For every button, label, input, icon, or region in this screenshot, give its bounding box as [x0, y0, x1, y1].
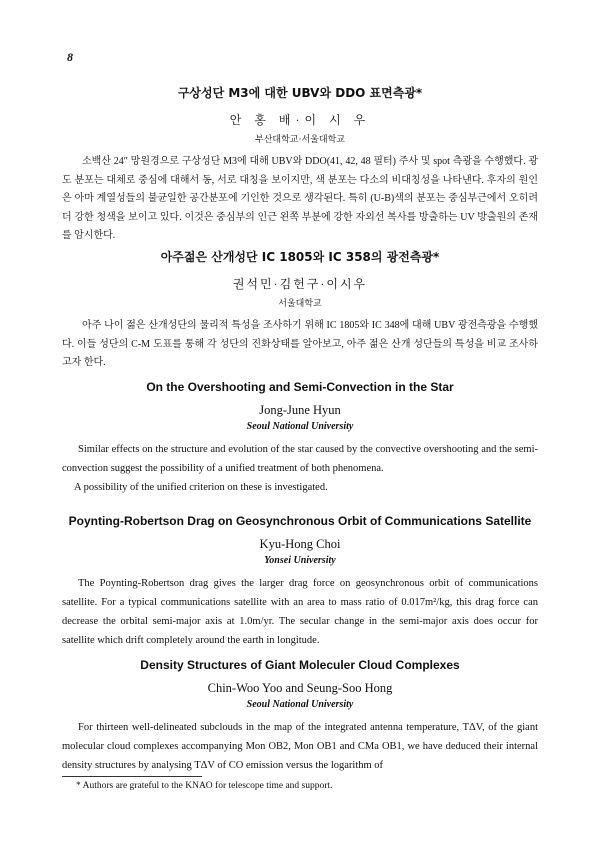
- section-abstract: [62, 718, 538, 775]
- footnote-divider: [62, 776, 202, 777]
- abstract-section-molecular-cloud: [62, 658, 538, 775]
- section-title: Density Structures of Giant Moleculer Cloud Complexes: [140, 658, 460, 672]
- abstract-section-ic1805: [62, 248, 538, 373]
- section-title: 구상성단 M3에 대한 UBV와 DDO 표면측광*: [177, 86, 423, 100]
- abstract-section-m3: [62, 84, 538, 246]
- section-abstract: 아주 나이 젊은 산개성단의 물리적 특성을 조사하기 위해 IC 1805와 IC 348에 대해 UBV 광전측광을 수행했다. 이들 성단의 C-M 도표를 통해 각 성단의 진화상태를 알아보고, 아주 젊은 산개 성단들의 특성을 비교 조사하고자 한다.: [62, 320, 538, 368]
- section-title: 아주젊은 산개성단 IC 1805와 IC 358의 광전측광*: [160, 250, 440, 264]
- page-number: 8: [67, 50, 73, 64]
- section-title: On the Overshooting and Semi-Convection in the Star: [146, 380, 454, 394]
- abstract-section-poynting: [62, 514, 538, 650]
- section-affiliation: 서울대학교: [278, 298, 322, 308]
- section-authors: 안 홍 배·이 시 우: [229, 113, 371, 127]
- section-abstract: [62, 574, 538, 650]
- section-author: Chin-Woo Yoo and Seung-Soo Hong: [207, 681, 393, 695]
- abstract-paragraph: A possibility of the unified criterion on these is investigated.: [74, 482, 328, 493]
- section-affiliation: Yonsei University: [264, 555, 336, 566]
- section-title: Poynting-Robertson Drag on Geosynchronous Orbit of Communications Satellite: [68, 514, 532, 528]
- section-affiliation: Seoul National University: [246, 699, 354, 710]
- abstract-section-overshooting: [62, 380, 538, 497]
- section-abstract: 소백산 24″ 망원경으로 구상성단 M3에 대해 UBV와 DDO(41, 42, 48 필터) 주사 및 spot 측광을 수행했다. 광도 분포는 대체로 중심에 대해서 동, 서로 대칭을 보이지만, 색 분포는 다소의 비대칭성을 나타낸다. 후자의 원인은 아마 계열성들의 불균일한 공간분포에 기인한 것으로 생각된다. 특히 (U-B)색의 분포는 중심부근에서 오히려 더 강한 청색을 보이고 있다. 이것은 중심부의 인근 왼쪽 부분에 강한 자외선 복사를 방출하는 UV 방출원의 존재를 암시한다.: [62, 156, 538, 241]
- abstract-paragraph: For thirteen well-delineated subclouds in the map of the integrated antenna temperature, TΔV, of the giant molecular cloud complexes accompanying Mon OB2, Mon OB1 and CMa OB1, we have deduced their internal density structures by analysing TΔV of CO emission versus the logarithm of: [62, 722, 538, 771]
- section-affiliation: Seoul National University: [246, 421, 354, 432]
- section-author: Jong-June Hyun: [259, 403, 341, 417]
- abstract-paragraph: Similar effects on the structure and evolution of the star caused by the convective overshooting and the semi-convection suggest the possibility of a unified treatment of both phenomena.: [62, 444, 538, 474]
- section-authors: 권석민·김헌구·이시우: [232, 277, 368, 291]
- section-author: Kyu-Hong Choi: [259, 537, 341, 551]
- section-abstract: [62, 440, 538, 497]
- footnote: * Authors are grateful to the KNAO for telescope time and support.: [76, 781, 333, 791]
- abstract-paragraph: The Poynting-Robertson drag gives the larger drag force on geosynchronous orbit of communications satellite. For a typical communications satellite with an area to mass ratio of 0.017m²/kg, this drag force can decrease the orbital semi-major axis at 1.0m/yr. The secular change in the semi-major axis does occur for satellite which drift completely around the earth in longitude.: [62, 578, 538, 646]
- section-affiliation: 부산대학교·서울대학교: [255, 134, 345, 144]
